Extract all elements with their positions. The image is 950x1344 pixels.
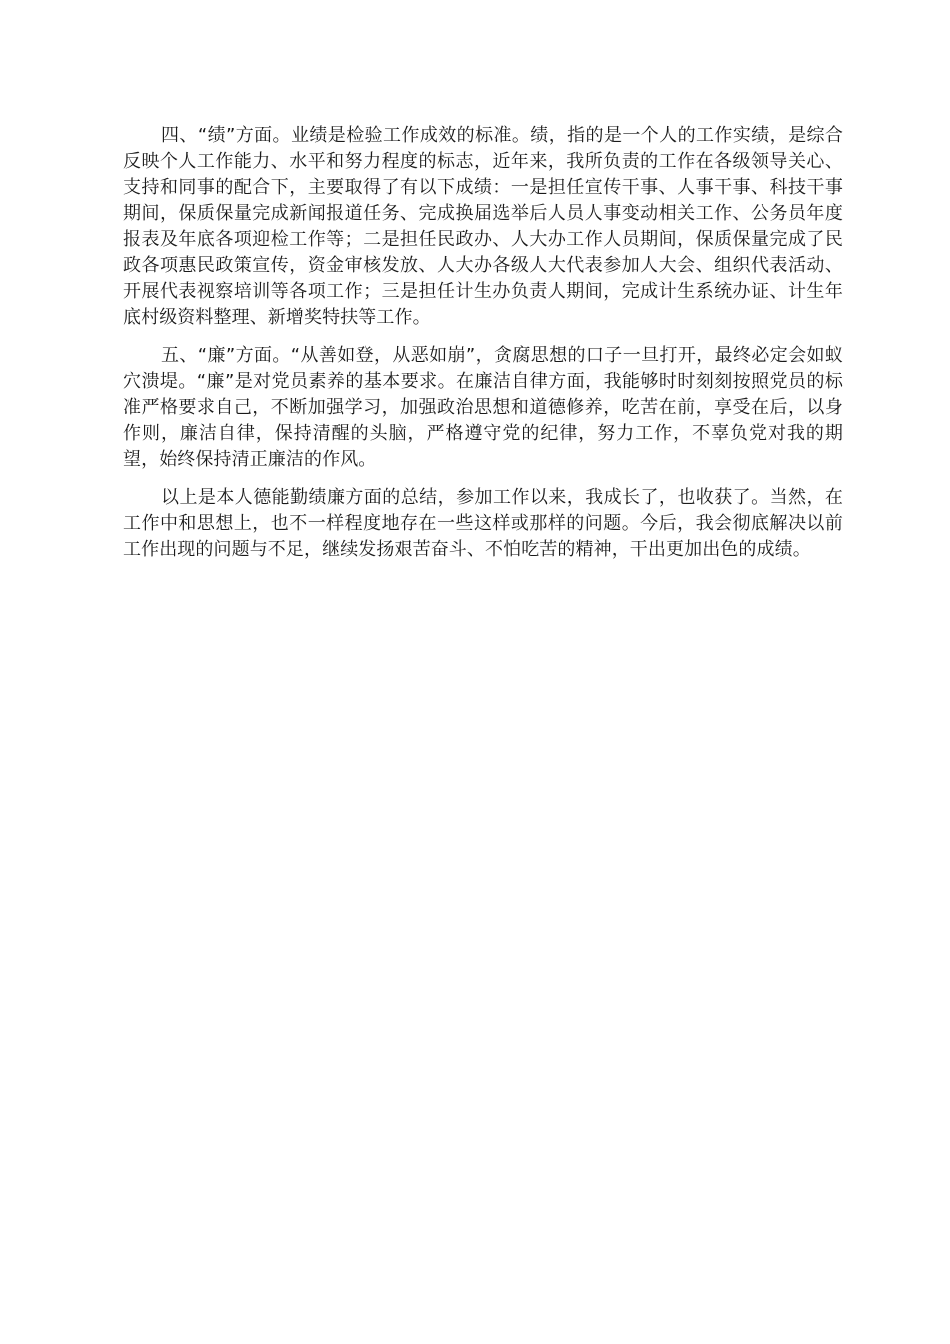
- paragraph-lead-number: 四、: [161, 125, 198, 146]
- document-body: [123, 123, 843, 575]
- paragraph-lead-suffix: 方面。: [235, 125, 291, 146]
- paragraph-lead-suffix: 方面。: [235, 345, 291, 366]
- paragraph-text: 业绩是检验工作成效的标准。绩，指的是一个人的工作实绩，是综合反映个人工作能力、水平和努力程度的标志，近年来，我所负责的工作在各级领导关心、支持和同事的配合下，主要取得了有以下成绩：一是担任宣传干事、人事干事、科技干事期间，保质保量完成新闻报道任务、完成换届选举后人员人事变动相关工作、公务员年度报表及年底各项迎检工作等；二是担任民政办、人大办工作人员期间，保质保量完成了民政各项惠民政策宣传，资金审核发放、人大办各级人大代表参加人大会、组织代表活动、开展代表视察培训等各项工作；三是担任计生办负责人期间，完成计生系统办证、计生年底村级资料整理、新增奖特扶等工作。: [123, 125, 843, 328]
- paragraph-performance: [123, 123, 843, 331]
- paragraph-text: 以上是本人德能勤绩廉方面的总结，参加工作以来，我成长了，也收获了。当然，在工作中和思想上，也不一样程度地存在一些这样或那样的问题。今后，我会彻底解决以前工作出现的问题与不足，继续发扬艰苦奋斗、不怕吃苦的精神，干出更加出色的成绩。: [123, 487, 843, 560]
- paragraph-integrity: [123, 343, 843, 473]
- paragraph-lead-number: 五、: [161, 345, 198, 366]
- paragraph-conclusion: [123, 485, 843, 563]
- paragraph-lead-keyword: “廉”: [197, 345, 236, 366]
- paragraph-text: “从善如登，从恶如崩”，贪腐思想的口子一旦打开，最终必定会如蚁穴溃堤。“廉”是对党员素养的基本要求。在廉洁自律方面，我能够时时刻刻按照党员的标准严格要求自己，不断加强学习，加强政治思想和道德修养，吃苦在前，享受在后，以身作则，廉洁自律，保持清醒的头脑，严格遵守党的纪律，努力工作，不辜负党对我的期望，始终保持清正廉洁的作风。: [123, 345, 844, 470]
- paragraph-lead-keyword: “绩”: [197, 125, 236, 146]
